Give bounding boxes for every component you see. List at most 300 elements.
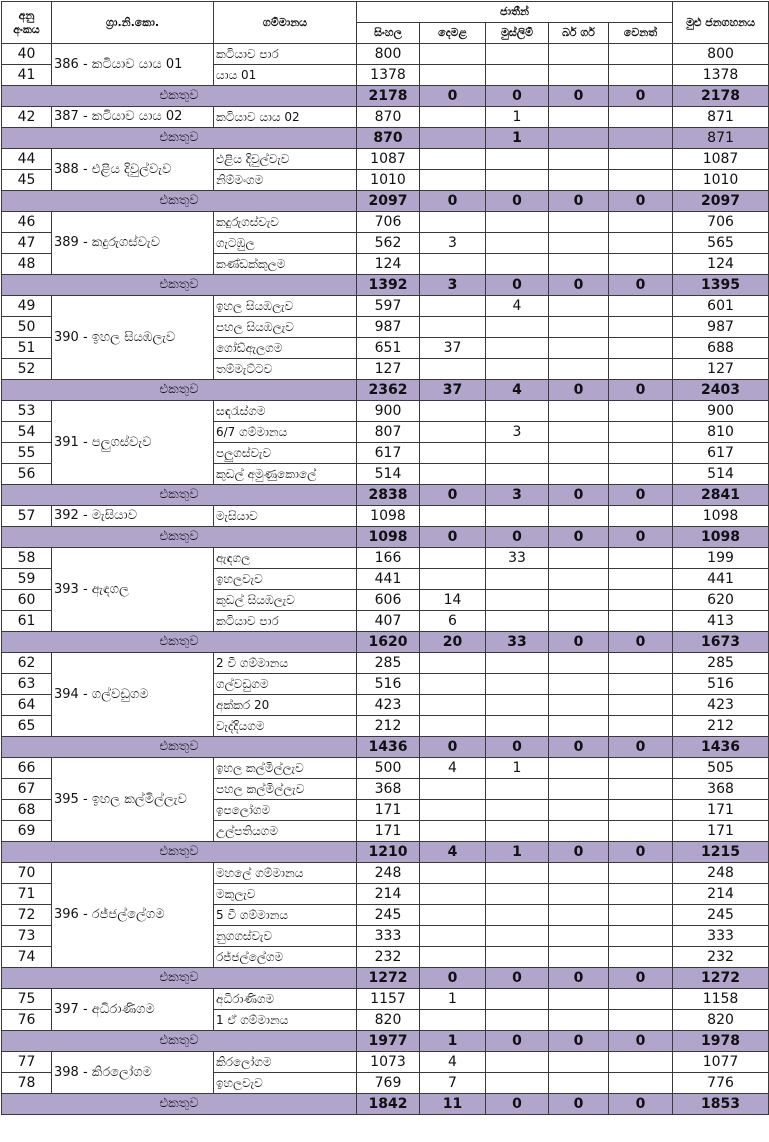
total-population-count: 800 <box>673 44 769 65</box>
village-name: යාය 01 <box>214 65 357 86</box>
village-name: මැසියාව <box>214 506 357 527</box>
total-row <box>2 968 769 989</box>
other-count <box>609 1052 673 1073</box>
burgher-sum: 0 <box>549 968 609 989</box>
sinhala-sum: 1977 <box>357 1031 420 1052</box>
sinhala-sum: 1842 <box>357 1094 420 1115</box>
village-name: කණ්ඩක්කුලම <box>214 254 357 275</box>
tamil-count <box>420 1010 486 1031</box>
burgher-sum: 0 <box>549 86 609 107</box>
burgher-sum: 0 <box>549 842 609 863</box>
total-population-count: 248 <box>673 863 769 884</box>
burgher-count <box>549 233 609 254</box>
other-sum: 0 <box>609 380 673 401</box>
total-population-sum: 1215 <box>673 842 769 863</box>
burgher-count <box>549 1052 609 1073</box>
muslim-sum: 0 <box>486 1094 549 1115</box>
row-number: 50 <box>2 317 52 338</box>
tamil-count <box>420 464 486 485</box>
row-number: 51 <box>2 338 52 359</box>
tamil-sum: 0 <box>420 527 486 548</box>
row-number: 54 <box>2 422 52 443</box>
row-number: 55 <box>2 443 52 464</box>
total-row-label: එකතුව <box>2 737 357 758</box>
tamil-count <box>420 674 486 695</box>
tamil-count <box>420 905 486 926</box>
burgher-sum <box>549 128 609 149</box>
tamil-count <box>420 548 486 569</box>
total-population-count: 620 <box>673 590 769 611</box>
tamil-count: 1 <box>420 989 486 1010</box>
row-number: 64 <box>2 695 52 716</box>
tamil-count <box>420 359 486 380</box>
muslim-count <box>486 821 549 842</box>
sinhala-count: 606 <box>357 590 420 611</box>
total-population-count: 199 <box>673 548 769 569</box>
burgher-count <box>549 653 609 674</box>
muslim-count <box>486 359 549 380</box>
other-count <box>609 401 673 422</box>
total-row <box>2 86 769 107</box>
table-row <box>2 44 769 65</box>
total-population-count: 212 <box>673 716 769 737</box>
muslim-sum: 4 <box>486 380 549 401</box>
sinhala-count: 368 <box>357 779 420 800</box>
header-total-population: මුළු ජනගහනය <box>673 2 769 44</box>
other-count <box>609 170 673 191</box>
row-number: 58 <box>2 548 52 569</box>
burgher-count <box>549 758 609 779</box>
total-population-count: 810 <box>673 422 769 443</box>
muslim-sum: 0 <box>486 968 549 989</box>
village-name: වැද්දියගම <box>214 716 357 737</box>
muslim-count <box>486 1073 549 1094</box>
gn-division-name: 390 - ඉහල සියඹලැව <box>52 296 214 380</box>
other-count <box>609 926 673 947</box>
village-name: උල්පතියගම <box>214 821 357 842</box>
village-name: කටියාව යාය 02 <box>214 107 357 128</box>
village-name: තම්මැට්ටව <box>214 359 357 380</box>
total-population-count: 516 <box>673 674 769 695</box>
total-population-count: 127 <box>673 359 769 380</box>
village-name: මකුලැව <box>214 884 357 905</box>
total-row <box>2 842 769 863</box>
burgher-count <box>549 569 609 590</box>
other-count <box>609 317 673 338</box>
village-name: කටියාව පාර <box>214 611 357 632</box>
village-name: ගැටඹුල <box>214 233 357 254</box>
gn-division-name: 395 - ඉහල කල්මිල්ලැව <box>52 758 214 842</box>
village-name: පලුගස්වැව <box>214 443 357 464</box>
village-name: ගල්වඩුගම <box>214 674 357 695</box>
burgher-count <box>549 800 609 821</box>
burgher-sum: 0 <box>549 275 609 296</box>
village-name: කිරලෝගම <box>214 1052 357 1073</box>
muslim-sum: 1 <box>486 128 549 149</box>
row-number: 44 <box>2 149 52 170</box>
muslim-count <box>486 884 549 905</box>
row-number: 47 <box>2 233 52 254</box>
row-number: 60 <box>2 590 52 611</box>
other-sum: 0 <box>609 1031 673 1052</box>
other-sum: 0 <box>609 632 673 653</box>
sinhala-count: 127 <box>357 359 420 380</box>
table-row <box>2 296 769 317</box>
table-row <box>2 548 769 569</box>
total-population-count: 820 <box>673 1010 769 1031</box>
header-muslim: මුස්ලිම් <box>486 23 549 44</box>
total-row-label: එකතුව <box>2 380 357 401</box>
village-name: ඉහල කල්මිල්ලැව <box>214 758 357 779</box>
other-count <box>609 1073 673 1094</box>
other-sum: 0 <box>609 737 673 758</box>
table-row <box>2 212 769 233</box>
tamil-count: 6 <box>420 611 486 632</box>
row-number: 67 <box>2 779 52 800</box>
burgher-count <box>549 590 609 611</box>
other-count <box>609 338 673 359</box>
tamil-count <box>420 926 486 947</box>
burgher-count <box>549 212 609 233</box>
muslim-count: 1 <box>486 107 549 128</box>
sinhala-count: 423 <box>357 695 420 716</box>
muslim-count <box>486 800 549 821</box>
total-population-count: 1378 <box>673 65 769 86</box>
village-name: එළිය දිවුල්වැව <box>214 149 357 170</box>
burgher-count <box>549 44 609 65</box>
row-number: 45 <box>2 170 52 191</box>
village-name: රජ්ජල්ලේගම <box>214 947 357 968</box>
other-count <box>609 695 673 716</box>
tamil-count: 37 <box>420 338 486 359</box>
total-row <box>2 632 769 653</box>
other-sum: 0 <box>609 527 673 548</box>
burgher-sum: 0 <box>549 632 609 653</box>
sinhala-sum: 870 <box>357 128 420 149</box>
table-row <box>2 653 769 674</box>
village-name: 1 ඒ ගම්මානය <box>214 1010 357 1031</box>
muslim-sum: 0 <box>486 1031 549 1052</box>
other-count <box>609 44 673 65</box>
gn-division-name: 397 - අධිරාණිගම <box>52 989 214 1031</box>
sinhala-count: 769 <box>357 1073 420 1094</box>
header-sinhala: සිංහල <box>357 23 420 44</box>
sinhala-sum: 1620 <box>357 632 420 653</box>
burgher-count <box>549 296 609 317</box>
village-name: අධිරාණිගම <box>214 989 357 1010</box>
tamil-count <box>420 422 486 443</box>
total-row <box>2 527 769 548</box>
tamil-count <box>420 44 486 65</box>
village-name: 2 වී ගම්මානය <box>214 653 357 674</box>
burgher-count <box>549 863 609 884</box>
other-count <box>609 779 673 800</box>
total-population-count: 285 <box>673 653 769 674</box>
burgher-count <box>549 65 609 86</box>
row-number: 42 <box>2 107 52 128</box>
total-population-count: 214 <box>673 884 769 905</box>
table-row <box>2 1052 769 1073</box>
total-population-count: 1158 <box>673 989 769 1010</box>
tamil-sum <box>420 128 486 149</box>
total-population-sum: 2178 <box>673 86 769 107</box>
tamil-count <box>420 821 486 842</box>
row-number: 52 <box>2 359 52 380</box>
other-count <box>609 149 673 170</box>
header-number: අනු අංකය <box>2 2 52 44</box>
sinhala-count: 1157 <box>357 989 420 1010</box>
total-population-count: 245 <box>673 905 769 926</box>
sinhala-count: 1098 <box>357 506 420 527</box>
burgher-count <box>549 821 609 842</box>
total-row <box>2 1094 769 1115</box>
header-burgher: බර් ගර් <box>549 23 609 44</box>
sinhala-count: 1378 <box>357 65 420 86</box>
sinhala-count: 800 <box>357 44 420 65</box>
sinhala-count: 597 <box>357 296 420 317</box>
tamil-sum: 0 <box>420 737 486 758</box>
sinhala-sum: 1098 <box>357 527 420 548</box>
total-row-label: එකතුව <box>2 632 357 653</box>
village-name: පහල සියඹලැව <box>214 317 357 338</box>
burgher-count <box>549 611 609 632</box>
row-number: 40 <box>2 44 52 65</box>
village-name: ගෝඩ්ඇලගම <box>214 338 357 359</box>
tamil-sum: 0 <box>420 485 486 506</box>
total-population-count: 871 <box>673 107 769 128</box>
total-population-sum: 2841 <box>673 485 769 506</box>
muslim-count <box>486 695 549 716</box>
burgher-count <box>549 254 609 275</box>
muslim-count <box>486 569 549 590</box>
row-number: 66 <box>2 758 52 779</box>
sinhala-count: 333 <box>357 926 420 947</box>
muslim-sum: 0 <box>486 275 549 296</box>
tamil-count <box>420 779 486 800</box>
sinhala-sum: 2178 <box>357 86 420 107</box>
other-count <box>609 506 673 527</box>
sinhala-count: 232 <box>357 947 420 968</box>
other-count <box>609 989 673 1010</box>
header-other: වෙනත් <box>609 23 673 44</box>
burgher-count <box>549 338 609 359</box>
muslim-count: 33 <box>486 548 549 569</box>
row-number: 48 <box>2 254 52 275</box>
other-count <box>609 254 673 275</box>
burgher-count <box>549 905 609 926</box>
sinhala-count: 900 <box>357 401 420 422</box>
row-number: 62 <box>2 653 52 674</box>
total-population-sum: 1395 <box>673 275 769 296</box>
row-number: 56 <box>2 464 52 485</box>
sinhala-sum: 2362 <box>357 380 420 401</box>
total-population-sum: 871 <box>673 128 769 149</box>
burgher-count <box>549 674 609 695</box>
tamil-sum: 0 <box>420 191 486 212</box>
sinhala-count: 1010 <box>357 170 420 191</box>
tamil-sum: 11 <box>420 1094 486 1115</box>
muslim-count <box>486 464 549 485</box>
total-population-sum: 2097 <box>673 191 769 212</box>
sinhala-count: 516 <box>357 674 420 695</box>
gn-division-name: 388 - එළිය දිවුල්වැව <box>52 149 214 191</box>
village-name: ඉහල සියඹලැව <box>214 296 357 317</box>
tamil-count <box>420 569 486 590</box>
sinhala-count: 706 <box>357 212 420 233</box>
other-count <box>609 716 673 737</box>
burgher-count <box>549 779 609 800</box>
row-number: 57 <box>2 506 52 527</box>
total-population-sum: 1272 <box>673 968 769 989</box>
header-ethnicity: ජාතීන් <box>357 2 673 23</box>
village-name: ඉපලෝගම <box>214 800 357 821</box>
row-number: 61 <box>2 611 52 632</box>
total-row <box>2 380 769 401</box>
other-count <box>609 884 673 905</box>
total-population-sum: 1978 <box>673 1031 769 1052</box>
tamil-count <box>420 947 486 968</box>
sinhala-count: 562 <box>357 233 420 254</box>
gn-division-name: 394 - ගල්වඩුගම <box>52 653 214 737</box>
muslim-count <box>486 611 549 632</box>
gn-division-name: 392 - මැසියාව <box>52 506 214 527</box>
muslim-count: 1 <box>486 758 549 779</box>
tamil-count <box>420 107 486 128</box>
header-village: ගම්මානය <box>214 2 357 44</box>
muslim-count <box>486 65 549 86</box>
total-row-label: එකතුව <box>2 842 357 863</box>
muslim-count <box>486 716 549 737</box>
other-sum: 0 <box>609 485 673 506</box>
other-count <box>609 653 673 674</box>
other-sum: 0 <box>609 842 673 863</box>
muslim-sum: 0 <box>486 527 549 548</box>
other-sum: 0 <box>609 191 673 212</box>
total-population-count: 1010 <box>673 170 769 191</box>
tamil-count <box>420 695 486 716</box>
gn-division-name: 386 - කටියාව යාය 01 <box>52 44 214 86</box>
sinhala-count: 651 <box>357 338 420 359</box>
sinhala-count: 987 <box>357 317 420 338</box>
tamil-count <box>420 863 486 884</box>
other-count <box>609 65 673 86</box>
sinhala-sum: 1436 <box>357 737 420 758</box>
burgher-sum: 0 <box>549 527 609 548</box>
village-name: කදුරුගස්වැව <box>214 212 357 233</box>
other-sum: 0 <box>609 86 673 107</box>
muslim-count: 3 <box>486 422 549 443</box>
village-name: ඉහලවැව <box>214 569 357 590</box>
muslim-count <box>486 989 549 1010</box>
burgher-count <box>549 1073 609 1094</box>
tamil-sum: 1 <box>420 1031 486 1052</box>
row-number: 71 <box>2 884 52 905</box>
table-body <box>2 44 769 1115</box>
gn-division-name: 389 - කදුරුගස්වැව <box>52 212 214 275</box>
village-name: මහලේ ගම්මානය <box>214 863 357 884</box>
row-number: 73 <box>2 926 52 947</box>
tamil-count <box>420 443 486 464</box>
row-number: 41 <box>2 65 52 86</box>
burgher-sum: 0 <box>549 485 609 506</box>
tamil-count <box>420 149 486 170</box>
total-row <box>2 128 769 149</box>
village-name: කටියාව පාර <box>214 44 357 65</box>
burgher-count <box>549 464 609 485</box>
burgher-count <box>549 1010 609 1031</box>
sinhala-count: 166 <box>357 548 420 569</box>
tamil-count: 7 <box>420 1073 486 1094</box>
total-row-label: එකතුව <box>2 485 357 506</box>
sinhala-count: 212 <box>357 716 420 737</box>
muslim-count <box>486 401 549 422</box>
sinhala-sum: 2838 <box>357 485 420 506</box>
total-row <box>2 1031 769 1052</box>
tamil-count <box>420 800 486 821</box>
other-sum: 0 <box>609 968 673 989</box>
tamil-count: 3 <box>420 233 486 254</box>
row-number: 68 <box>2 800 52 821</box>
muslim-sum: 3 <box>486 485 549 506</box>
sinhala-count: 820 <box>357 1010 420 1031</box>
other-sum <box>609 128 673 149</box>
muslim-sum: 1 <box>486 842 549 863</box>
village-name: නිම්මංගම <box>214 170 357 191</box>
other-count <box>609 905 673 926</box>
gn-division-name: 391 - පලුගස්වැව <box>52 401 214 485</box>
muslim-count <box>486 653 549 674</box>
tamil-count <box>420 401 486 422</box>
burgher-sum: 0 <box>549 737 609 758</box>
total-population-count: 706 <box>673 212 769 233</box>
tamil-count <box>420 317 486 338</box>
total-row-label: එකතුව <box>2 1031 357 1052</box>
row-number: 77 <box>2 1052 52 1073</box>
sinhala-sum: 1392 <box>357 275 420 296</box>
village-name: ඉහලවැව <box>214 1073 357 1094</box>
row-number: 76 <box>2 1010 52 1031</box>
total-population-count: 333 <box>673 926 769 947</box>
other-sum: 0 <box>609 1094 673 1115</box>
total-population-count: 987 <box>673 317 769 338</box>
other-count <box>609 233 673 254</box>
other-count <box>609 590 673 611</box>
village-name: 5 වී ගම්මානය <box>214 905 357 926</box>
total-population-count: 441 <box>673 569 769 590</box>
sinhala-count: 248 <box>357 863 420 884</box>
muslim-count <box>486 338 549 359</box>
muslim-sum: 33 <box>486 632 549 653</box>
muslim-count <box>486 44 549 65</box>
total-row <box>2 737 769 758</box>
other-count <box>609 674 673 695</box>
tamil-count <box>420 296 486 317</box>
table-row <box>2 506 769 527</box>
burgher-count <box>549 989 609 1010</box>
row-number: 59 <box>2 569 52 590</box>
sinhala-count: 214 <box>357 884 420 905</box>
village-name: කුඩල් අමුණුකොලේ <box>214 464 357 485</box>
village-name: නුගගස්වැව <box>214 926 357 947</box>
total-population-count: 505 <box>673 758 769 779</box>
sinhala-count: 441 <box>357 569 420 590</box>
village-name: පහල කල්මිල්ලැව <box>214 779 357 800</box>
tamil-count <box>420 506 486 527</box>
sinhala-count: 870 <box>357 107 420 128</box>
muslim-count <box>486 149 549 170</box>
total-row-label: එකතුව <box>2 86 357 107</box>
muslim-sum: 0 <box>486 86 549 107</box>
